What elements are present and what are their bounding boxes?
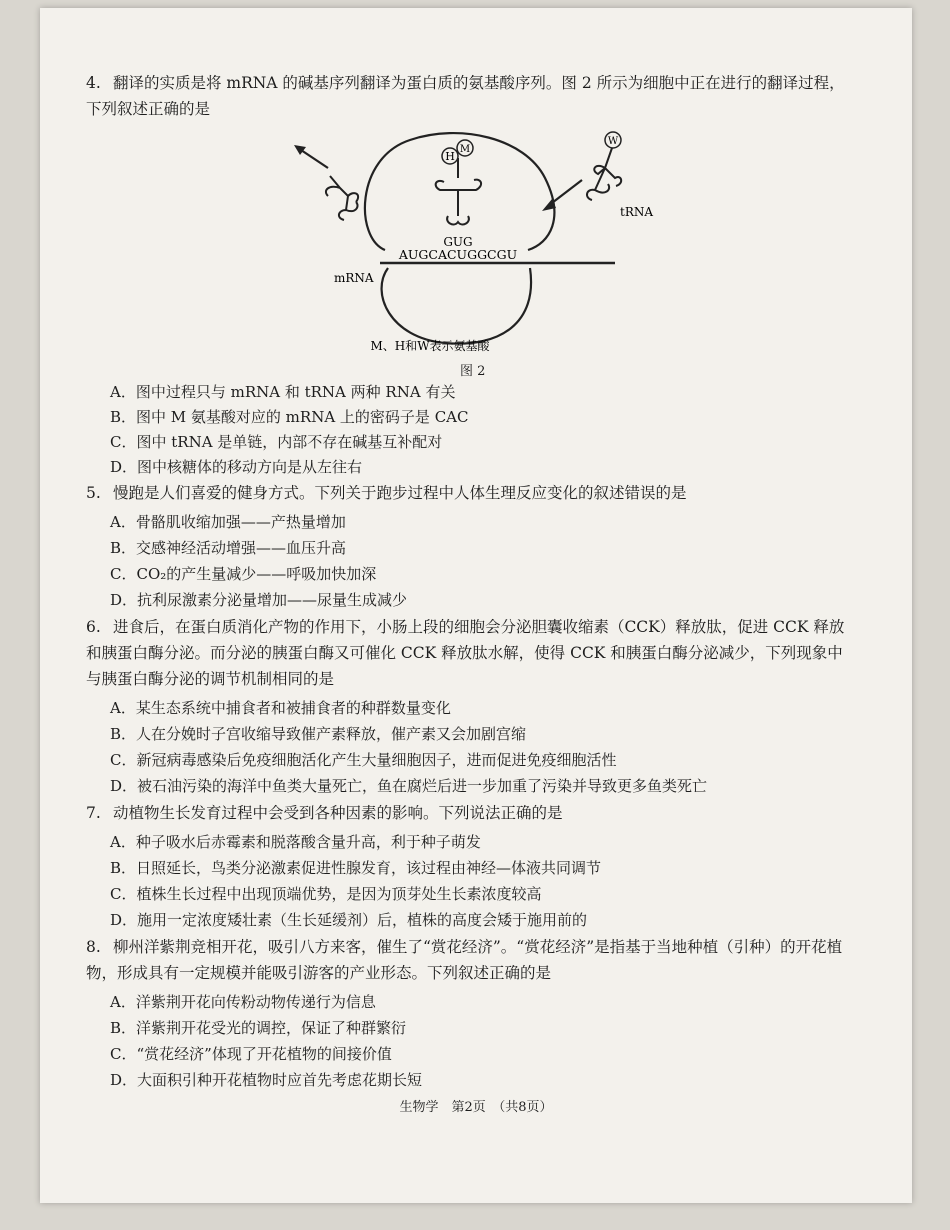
q4-option-b: B．图中 M 氨基酸对应的 mRNA 上的密码子是 CAC: [110, 408, 469, 426]
q4-option-d: D．图中核糖体的移动方向是从左往右: [110, 458, 363, 476]
q5-option-d: D．抗利尿激素分泌量增加——尿量生成减少: [110, 591, 408, 609]
exit-arrowhead: [294, 145, 306, 155]
question-7: [86, 800, 856, 826]
q6-option-a: A．某生态系统中捕食者和被捕食者的种群数量变化: [110, 699, 451, 717]
q5-option-b: B．交感神经活动增强——血压升高: [110, 539, 347, 557]
question-stem: 柳州洋紫荆竞相开花，吸引八方来客，催生了“赏花经济”。“赏花经济”是指基于当地种植（引种）的开花植物，形成具有一定规模并能吸引游客的产业形态。下列叙述正确的是: [86, 938, 843, 982]
aa-w-circle: [605, 132, 621, 148]
aa-m-label: M: [459, 144, 471, 155]
q7-option-b: B．日照延长，鸟类分泌激素促进性腺发育，该过程由神经—体液共同调节: [110, 859, 602, 877]
page-footer: 生物学 第2页 （共8页）: [399, 1100, 553, 1115]
q5-option-c: C．CO₂的产生量减少——呼吸加快加深: [110, 565, 377, 583]
question-stem: 翻译的实质是将 mRNA 的碱基序列翻译为蛋白质的氨基酸序列。图 2 所示为细胞中正在进行的翻译过程，下列叙述正确的是: [86, 74, 845, 118]
q8-option-c: C．“赏花经济”体现了开花植物的间接价值: [110, 1045, 392, 1063]
aa-h-label: H: [445, 150, 455, 163]
question-number: 7.: [86, 804, 101, 822]
figure-label: 图 2: [460, 364, 486, 379]
q6-option-d: D．被石油污染的海洋中鱼类大量死亡，鱼在腐烂后进一步加重了污染并导致更多鱼类死亡: [110, 777, 708, 795]
question-stem: 慢跑是人们喜爱的健身方式。下列关于跑步过程中人体生理反应变化的叙述错误的是: [112, 484, 687, 502]
translation-diagram: [260, 118, 654, 368]
q4-option-a: A．图中过程只与 mRNA 和 tRNA 两种 RNA 有关: [110, 383, 456, 401]
question-8: [86, 934, 856, 986]
question-4: [86, 70, 856, 122]
trna-label: tRNA: [620, 205, 654, 219]
exam-page: [40, 8, 912, 1203]
question-number: 6.: [86, 618, 101, 636]
q7-option-d: D．施用一定浓度矮壮素（生长延缓剂）后，植株的高度会矮于施用前的: [110, 911, 588, 929]
trna-exiting: [326, 176, 358, 220]
mrna-sequence: AUGCACUGGCGU: [398, 247, 518, 262]
q6-option-b: B．人在分娩时子宫收缩导致催产素释放，催产素又会加剧宫缩: [110, 725, 527, 743]
question-stem: 进食后，在蛋白质消化产物的作用下，小肠上段的细胞会分泌胆囊收缩素（CCK）释放肽，促进 CCK 释放和胰蛋白酶分泌。而分泌的胰蛋白酶又可催化 CCK 释放肽水解，使得 CCK 和胰蛋白酶分泌减少，下列现象中与胰蛋白酶分泌的调节机制相同的是: [86, 618, 845, 688]
q8-option-a: A．洋紫荆开花向传粉动物传递行为信息: [110, 993, 376, 1011]
anticodon-label: GUG: [443, 235, 473, 249]
question-number: 4.: [86, 74, 101, 92]
q6-option-c: C．新冠病毒感染后免疫细胞活化产生大量细胞因子，进而促进免疫细胞活性: [110, 751, 617, 769]
trna-center: [436, 158, 481, 224]
aa-h-circle: [442, 148, 458, 164]
q8-option-b: B．洋紫荆开花受光的调控，保证了种群繁衍: [110, 1019, 407, 1037]
question-6: [86, 614, 856, 692]
aa-w-label: W: [607, 136, 619, 147]
question-5: [86, 480, 856, 506]
q5-option-a: A．骨骼肌收缩加强——产热量增加: [110, 513, 346, 531]
q4-option-c: C．图中 tRNA 是单链，内部不存在碱基互补配对: [110, 433, 443, 451]
question-stem: 动植物生长发育过程中会受到各种因素的影响。下列说法正确的是: [112, 804, 563, 822]
ribosome-small-subunit: [382, 268, 531, 344]
mrna-label: mRNA: [334, 271, 374, 285]
question-number: 5.: [86, 484, 101, 502]
q7-option-c: C．植株生长过程中出现顶端优势，是因为顶芽处生长素浓度较高: [110, 885, 542, 903]
q8-option-d: D．大面积引种开花植物时应首先考虑花期长短: [110, 1071, 423, 1089]
aa-m-circle: [457, 140, 473, 156]
q7-option-a: A．种子吸水后赤霉素和脱落酸含量升高，利于种子萌发: [110, 833, 481, 851]
figure-caption: M、H和W表示氨基酸: [370, 339, 490, 353]
trna-entering: [587, 148, 621, 200]
question-number: 8.: [86, 938, 101, 956]
